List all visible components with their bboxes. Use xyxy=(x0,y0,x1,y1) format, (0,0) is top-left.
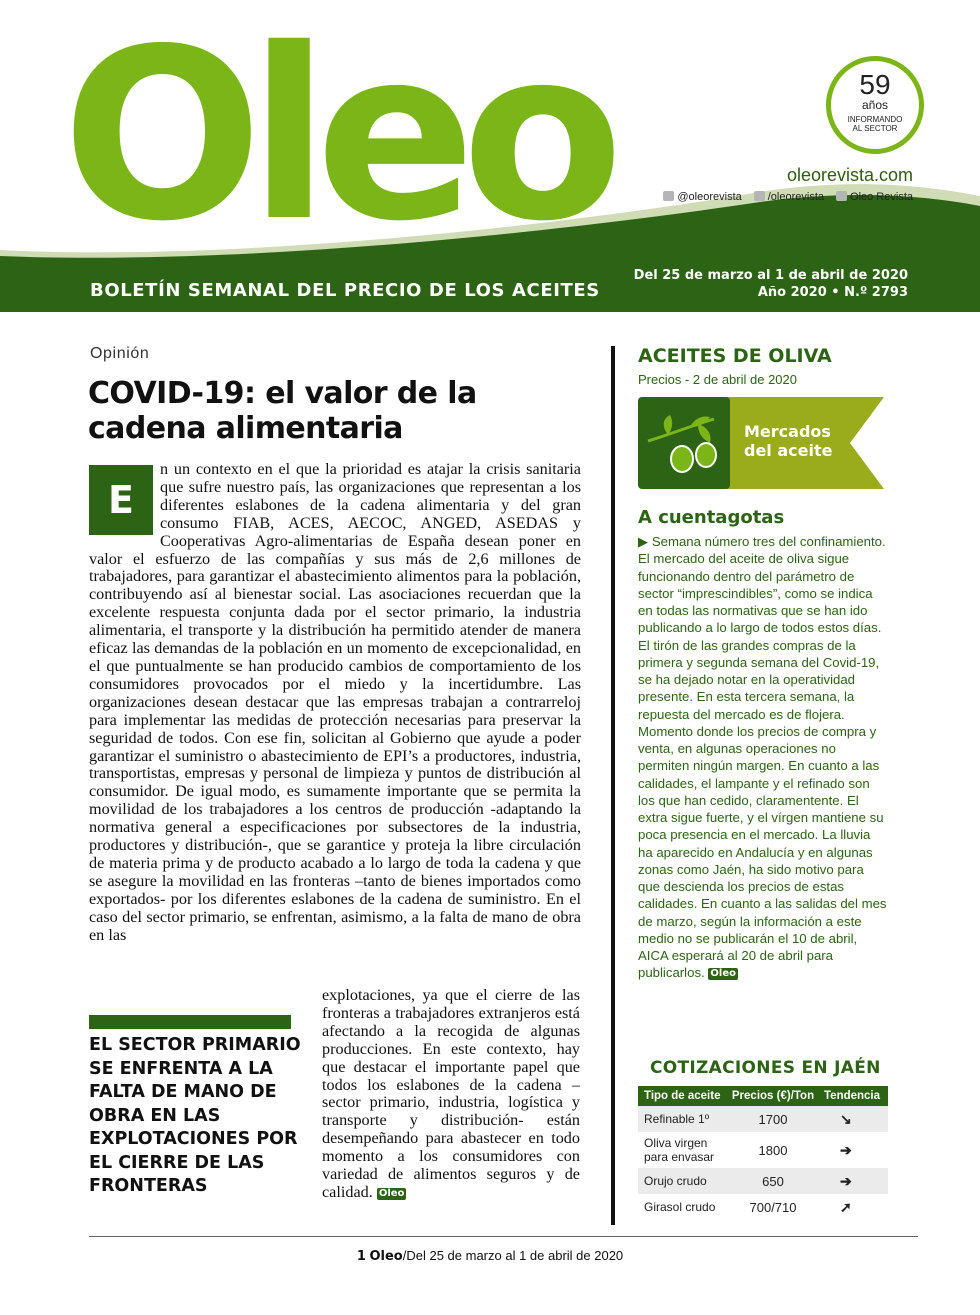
social-links xyxy=(663,191,913,203)
badge-unit: años xyxy=(861,98,889,112)
table-row xyxy=(638,1132,888,1168)
badge-tagline-2: AL SECTOR xyxy=(852,124,898,133)
trend-up-icon: ➚ xyxy=(840,1198,852,1215)
pullquote: EL SECTOR PRIMARIO SE ENFRENTA A LA FALTA DE MANO DE OBRA EN LAS EXPLOTACIONES POR EL CIERRE DE LAS FRONTERAS xyxy=(89,1035,301,1196)
table-row xyxy=(638,1168,888,1194)
footer-date: /Del 25 de marzo al 1 de abril de 2020 xyxy=(402,1248,624,1263)
mercados-label xyxy=(744,422,854,460)
oil-price: 1700 xyxy=(726,1106,820,1132)
pullquote-bar xyxy=(89,1015,291,1029)
anniversary-badge xyxy=(826,56,924,154)
social-linkedin-label: Oleo Revista xyxy=(850,191,913,203)
issue-number: Año 2020 • N.º 2793 xyxy=(757,285,908,300)
article-body-text: n un contexto en el que la prioridad es atajar la crisis sanitaria que sufre nuestro país, las organizaciones que representan a los diferentes eslabones de la cadena alimentaria y del gran consumo FIAB, ACES, AECOC, ANGED, ASEDAS y Cooperativas Agro-alimentarias de España desean poner en valor el esfuerzo de las compañías y sus más de 2,6 millones de trabajadores, para garantizar el abastecimiento alimentos para la población, contribuyendo así al bienestar social. Las asociaciones recuerdan que la excelente respuesta conjunta dada por el sector primario, la industria alimentaria, el transporte y la distribución ha permitido atender de manera eficaz las demandas de la población en un momento de excepcionalidad, en el que puntualmente se han producido cambios de comportamiento de los consumidores provocados por el miedo y la incertidumbre. Las organizaciones desean destacar que las empresas trabajan a contrarreloj para implementar las medidas de protección necesarias para preservar la seguridad de todos. Con ese fin, solicitan al Gobierno que ayude a poder garantizar el suministro o abastecimiento de EPI’s a productores, industria, transportistas, empresas y personal de limpieza y puntos de distribución al consumidor. De igual modo, es sumamente importante que se permita la movilidad de los trabajadores a los centros de producción -adaptando la normativa general a especificaciones por subsectores de la industria, productores y distribución-, que se garantice y proteja la libre circulación de materia prima y de producto acabado a lo largo de toda la cadena y que se asegure la movilidad en las fronteras –tanto de bienes importados como exportados- por los diferentes eslabones de la cadena de suministro. En el caso del sector primario, se enfrentan, asimismo, a la falta de mano de obra en las xyxy=(89,460,581,944)
social-twitter-label: @oleorevista xyxy=(677,191,742,203)
header-price: Precios (€)/Ton xyxy=(726,1086,820,1106)
issue-info xyxy=(634,267,908,301)
table-row xyxy=(638,1194,888,1220)
header-oil-type: Tipo de aceite xyxy=(638,1086,726,1106)
footer-divider xyxy=(89,1236,918,1237)
market-report-text xyxy=(638,533,888,982)
page-number: 1 xyxy=(356,1249,366,1264)
olive-icon-1 xyxy=(671,446,693,472)
badge-number: 59 xyxy=(859,69,891,100)
table-row xyxy=(638,1106,888,1132)
article-body-continued xyxy=(322,987,580,1202)
sidebar-title: ACEITES DE OLIVA xyxy=(638,345,832,367)
footer-brand: Oleo xyxy=(369,1249,403,1264)
page-footer xyxy=(0,1248,980,1264)
badge-tagline-1: INFORMANDO xyxy=(847,115,903,124)
prices-table xyxy=(638,1086,888,1220)
bulletin-title: BOLETÍN SEMANAL DEL PRECIO DE LOS ACEITES xyxy=(90,280,600,301)
social-facebook-label: /oleorevista xyxy=(767,191,825,203)
market-report-title: A cuentagotas xyxy=(638,507,785,528)
table-header-row xyxy=(638,1086,888,1106)
trend-flat-icon: ➔ xyxy=(840,1141,852,1158)
dropcap: E xyxy=(89,465,153,535)
linkedin-icon xyxy=(836,191,847,201)
play-marker-icon: ▶ xyxy=(638,534,649,549)
oil-price: 650 xyxy=(726,1168,820,1194)
header-trend: Tendencia xyxy=(820,1086,888,1106)
twitter-icon xyxy=(663,191,674,201)
social-twitter[interactable] xyxy=(663,191,741,203)
article-body-cont-text: explotaciones, ya que el cierre de las fronteras a trabajadores extranjeros está afectando a la recogida de algunas producciones. En este contexto, hay que destacar el importante papel que todos los eslabones de la cadena –sector primario, industria, logística y transporte y distribución- están desempeñando para abastecer en todo momento a los consumidores con variedad de alimentos seguros y de calidad. xyxy=(322,986,580,1201)
oil-type: Refinable 1º xyxy=(638,1106,726,1132)
prices-table-title: COTIZACIONES EN JAÉN xyxy=(650,1058,881,1078)
website-link[interactable]: oleorevista.com xyxy=(786,165,913,185)
banner-icon-box xyxy=(638,397,730,489)
olive-icon-2 xyxy=(696,443,716,467)
oil-type: Girasol crudo xyxy=(644,1200,716,1214)
section-label: Opinión xyxy=(90,345,150,362)
mercados-label-line1: Mercados xyxy=(744,422,831,441)
masthead xyxy=(0,0,980,312)
date-range: Del 25 de marzo al 1 de abril de 2020 xyxy=(633,268,908,283)
end-mark: Oleo xyxy=(378,1187,405,1199)
article-body xyxy=(89,461,581,944)
sidebar-subtitle: Precios - 2 de abril de 2020 xyxy=(638,372,797,387)
facebook-icon xyxy=(754,191,765,201)
oil-price: 700/710 xyxy=(749,1199,797,1215)
market-report-body: Semana número tres del confinamiento. El mercado del aceite de oliva sigue funcionando dentro del parámetro de sector “imprescindibles”, como se indica en todas las normativas que se han ido publicando a lo largo de todos estos días. El tirón de las grandes compras de la primera y segunda semana del Covid-19, se ha dejado notar en la operatividad presente. En esta tercera semana, la repuesta del mercado es de flojera. Momento donde los precios de compra y venta, en algunas operaciones no permiten ningún margen. En cuanto a las calidades, el lampante y el refinado son los que han cedido, claramentente. El extra sigue fuerte, y el vírgen mantiene su poca presencia en el mercado. La lluvia ha aparecido en Andalucía y en algunas zonas como Jaén, ha sido motivo para que descienda los precios de estas calidades. En cuanto a las salidas del mes de marzo, según la información a este medio no se publicarán el 10 de abril, AICA esperará al 20 de abril para publicarlos. xyxy=(638,534,887,981)
oil-price: 1800 xyxy=(758,1142,788,1158)
oil-type: Oliva virgen para envasar xyxy=(644,1136,715,1164)
oil-type: Orujo crudo xyxy=(638,1168,726,1194)
social-linkedin[interactable] xyxy=(836,191,913,203)
logo: Oleo xyxy=(62,0,610,273)
trend-flat-icon: ➔ xyxy=(820,1168,888,1194)
article-headline: COVID-19: el valor de la cadena alimentaria xyxy=(88,376,477,446)
report-end-mark: Oleo xyxy=(710,968,736,980)
social-facebook[interactable] xyxy=(754,191,824,203)
column-divider xyxy=(611,346,615,1225)
mercados-label-line2: del aceite xyxy=(744,441,833,460)
trend-down-icon: ↘ xyxy=(820,1106,888,1132)
